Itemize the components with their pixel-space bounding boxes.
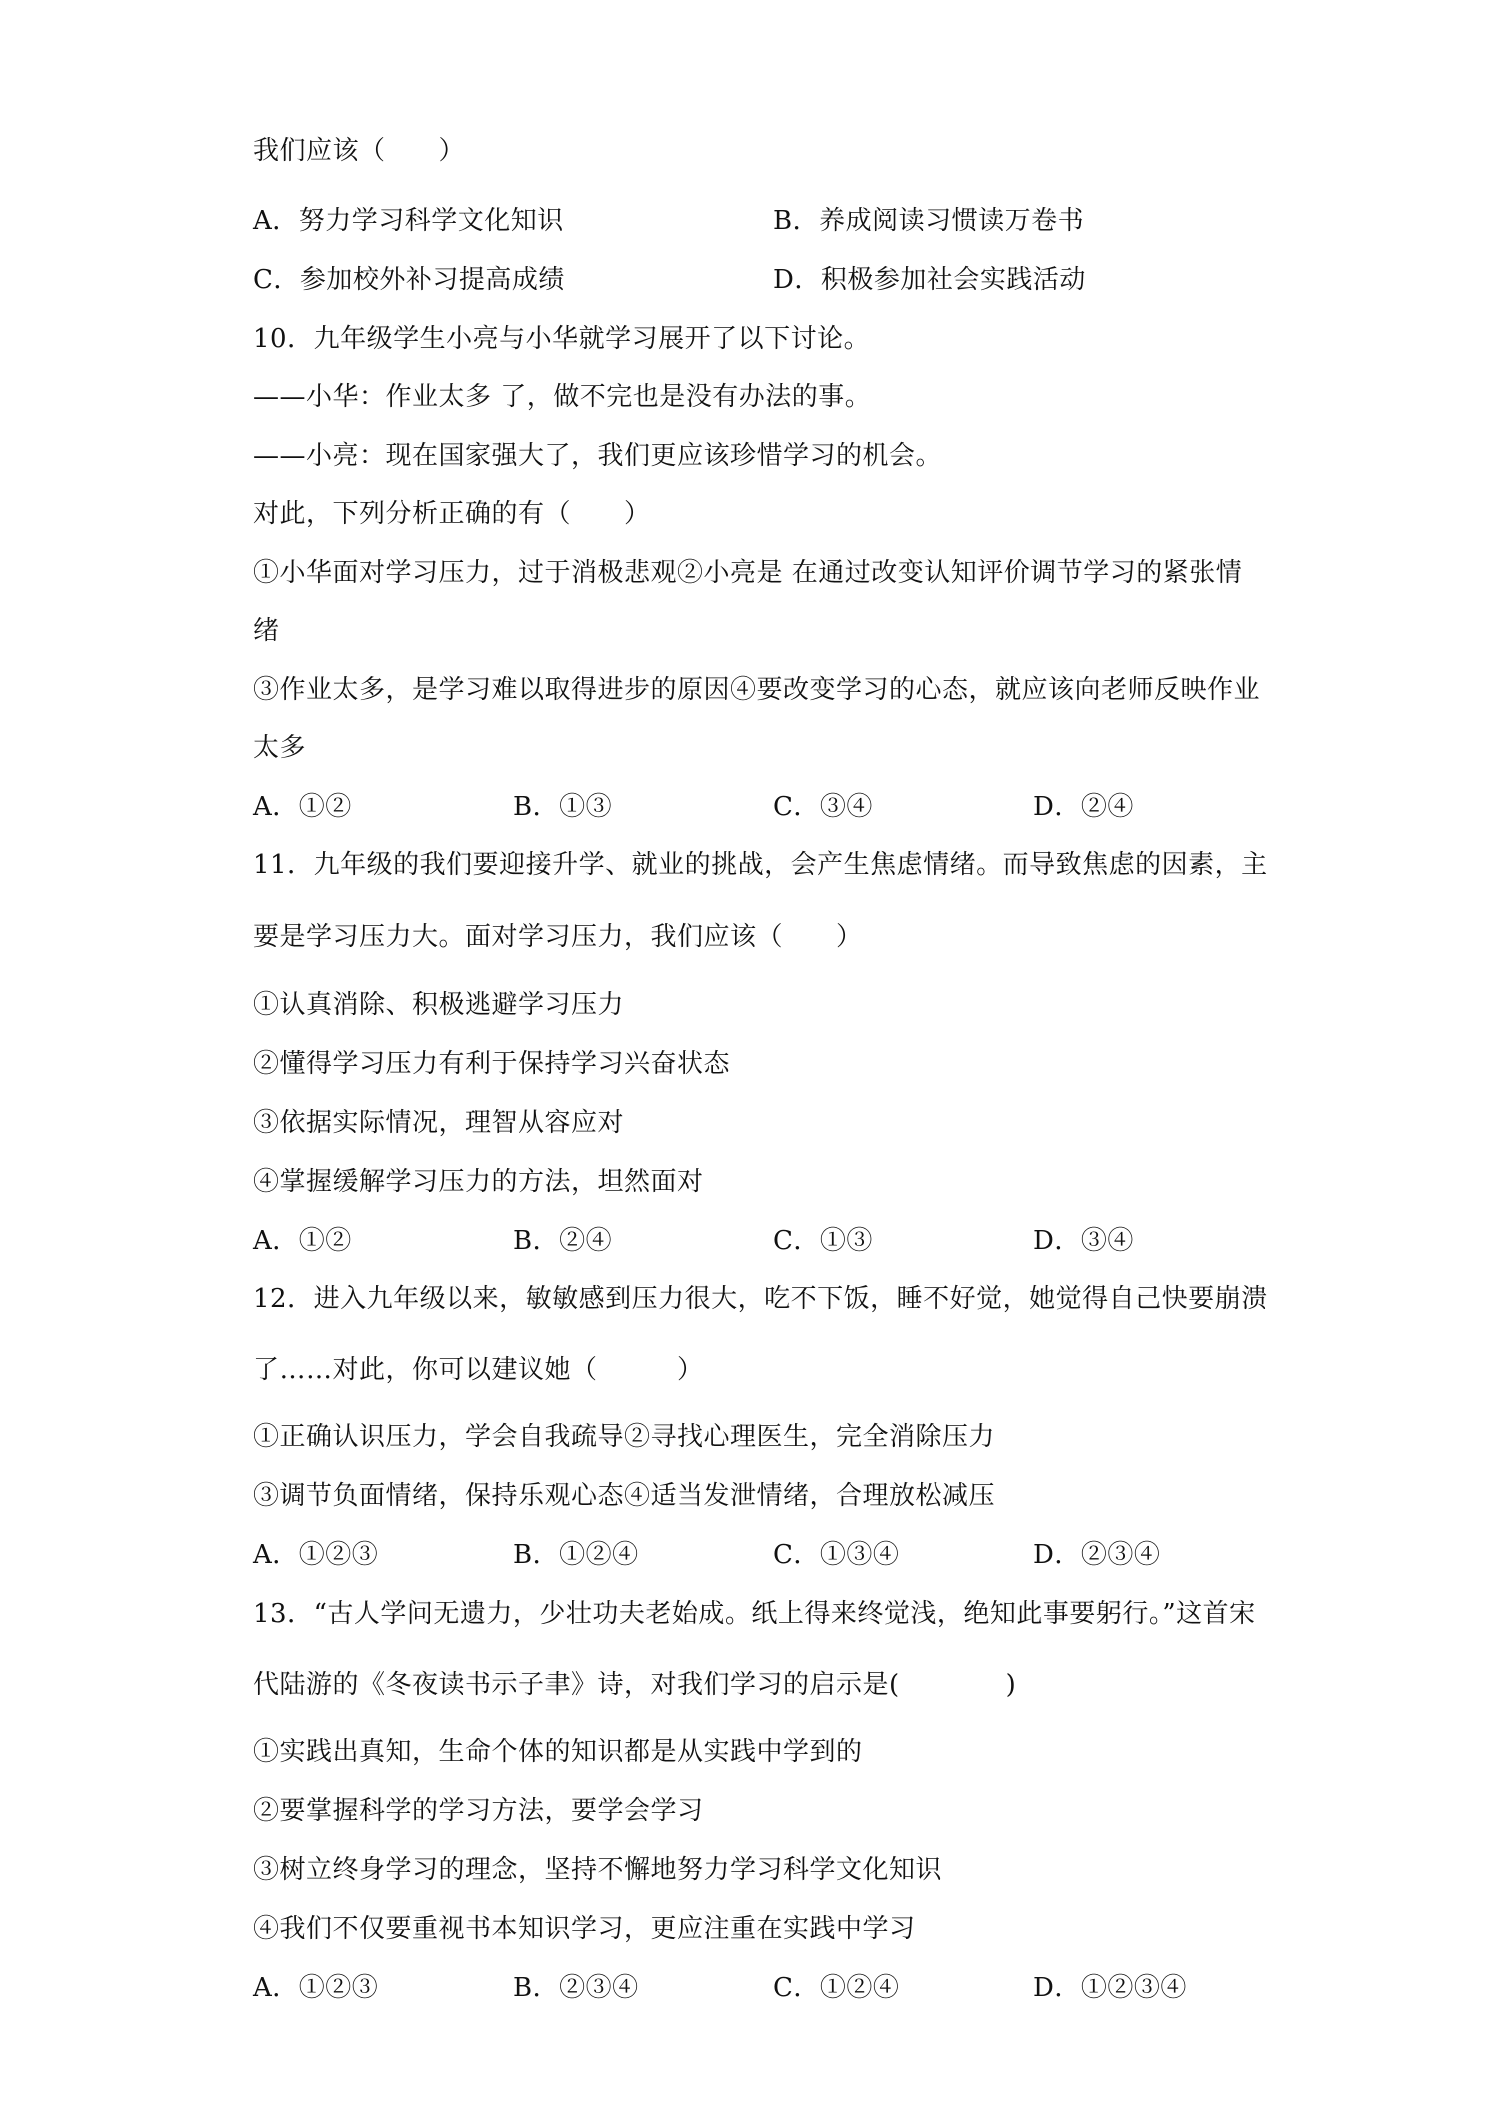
q11-item-1: ①认真消除、积极逃避学习压力 bbox=[253, 990, 625, 1020]
q12-stem-cont: 了……对此，你可以建议她（ ） bbox=[253, 1355, 704, 1385]
q13-stem-cont: 代陆游的《冬夜读书示子聿》诗，对我们学习的启示是( ) bbox=[253, 1670, 1017, 1700]
q10-prompt: 对此，下列分析正确的有（ ） bbox=[253, 499, 651, 529]
q13-option-a: A．①②③ bbox=[253, 1973, 379, 2003]
q12-option-b: B．①②④ bbox=[513, 1540, 639, 1570]
q9-option-a: A．努力学习科学文化知识 bbox=[253, 206, 564, 236]
q11-stem-cont: 要是学习压力大。面对学习压力，我们应该（ ） bbox=[253, 922, 863, 952]
q10-dialog-2: ——小亮：现在国家强大了，我们更应该珍惜学习的机会。 bbox=[253, 441, 943, 471]
q10-item-line-2: ③作业太多，是学习难以取得进步的原因④要改变学习的心态，就应该向老师反映作业 bbox=[253, 675, 1261, 705]
q13-item-4: ④我们不仅要重视书本知识学习，更应注重在实践中学习 bbox=[253, 1914, 916, 1944]
q13-item-2: ②要掌握科学的学习方法，要学会学习 bbox=[253, 1796, 704, 1826]
q12-option-c: C．①③④ bbox=[773, 1540, 900, 1570]
q12-option-d: D．②③④ bbox=[1033, 1540, 1161, 1570]
q10-dialog-1: ——小华：作业太多 了，做不完也是没有办法的事。 bbox=[253, 382, 872, 412]
q9-option-c: C．参加校外补习提高成绩 bbox=[253, 265, 565, 295]
q11-option-d: D．③④ bbox=[1033, 1226, 1134, 1256]
q13-option-b: B．②③④ bbox=[513, 1973, 639, 2003]
q13-stem: 13．“古人学问无遗力，少壮功夫老始成。纸上得来终觉浅，绝知此事要躬行。”这首宋 bbox=[253, 1599, 1256, 1629]
q12-item-line-1: ①正确认识压力，学会自我疏导②寻找心理医生，完全消除压力 bbox=[253, 1422, 996, 1452]
q10-item-line-1: ①小华面对学习压力，过于消极悲观②小亮是 在通过改变认知评价调节学习的紧张情 bbox=[253, 558, 1243, 588]
q13-item-1: ①实践出真知，生命个体的知识都是从实践中学到的 bbox=[253, 1737, 863, 1767]
q10-option-c: C．③④ bbox=[773, 792, 873, 822]
q12-stem: 12．进入九年级以来，敏敏感到压力很大，吃不下饭，睡不好觉，她觉得自己快要崩溃 bbox=[253, 1284, 1268, 1314]
q10-item-line-2-cont: 太多 bbox=[253, 733, 307, 763]
q11-option-a: A．①② bbox=[253, 1226, 352, 1256]
q13-option-d: D．①②③④ bbox=[1033, 1973, 1187, 2003]
q11-item-3: ③依据实际情况，理智从容应对 bbox=[253, 1108, 625, 1138]
q12-item-line-2: ③调节负面情绪，保持乐观心态④适当发泄情绪，合理放松减压 bbox=[253, 1481, 996, 1511]
q13-option-c: C．①②④ bbox=[773, 1973, 900, 2003]
q10-item-line-1-cont: 绪 bbox=[253, 616, 280, 646]
q10-option-a: A．①② bbox=[253, 792, 352, 822]
q10-stem: 10．九年级学生小亮与小华就学习展开了以下讨论。 bbox=[253, 324, 871, 354]
q13-item-3: ③树立终身学习的理念，坚持不懈地努力学习科学文化知识 bbox=[253, 1855, 943, 1885]
q10-option-d: D．②④ bbox=[1033, 792, 1134, 822]
q11-option-c: C．①③ bbox=[773, 1226, 873, 1256]
q9-stem-tail: 我们应该（ ） bbox=[253, 136, 466, 166]
q9-option-d: D．积极参加社会实践活动 bbox=[773, 265, 1086, 295]
q11-item-4: ④掌握缓解学习压力的方法，坦然面对 bbox=[253, 1167, 704, 1197]
q10-option-b: B．①③ bbox=[513, 792, 613, 822]
q11-item-2: ②懂得学习压力有利于保持学习兴奋状态 bbox=[253, 1049, 731, 1079]
q11-stem: 11．九年级的我们要迎接升学、就业的挑战，会产生焦虑情绪。而导致焦虑的因素，主 bbox=[253, 850, 1268, 880]
q9-option-b: B．养成阅读习惯读万卷书 bbox=[773, 206, 1085, 236]
q11-option-b: B．②④ bbox=[513, 1226, 613, 1256]
q12-option-a: A．①②③ bbox=[253, 1540, 379, 1570]
